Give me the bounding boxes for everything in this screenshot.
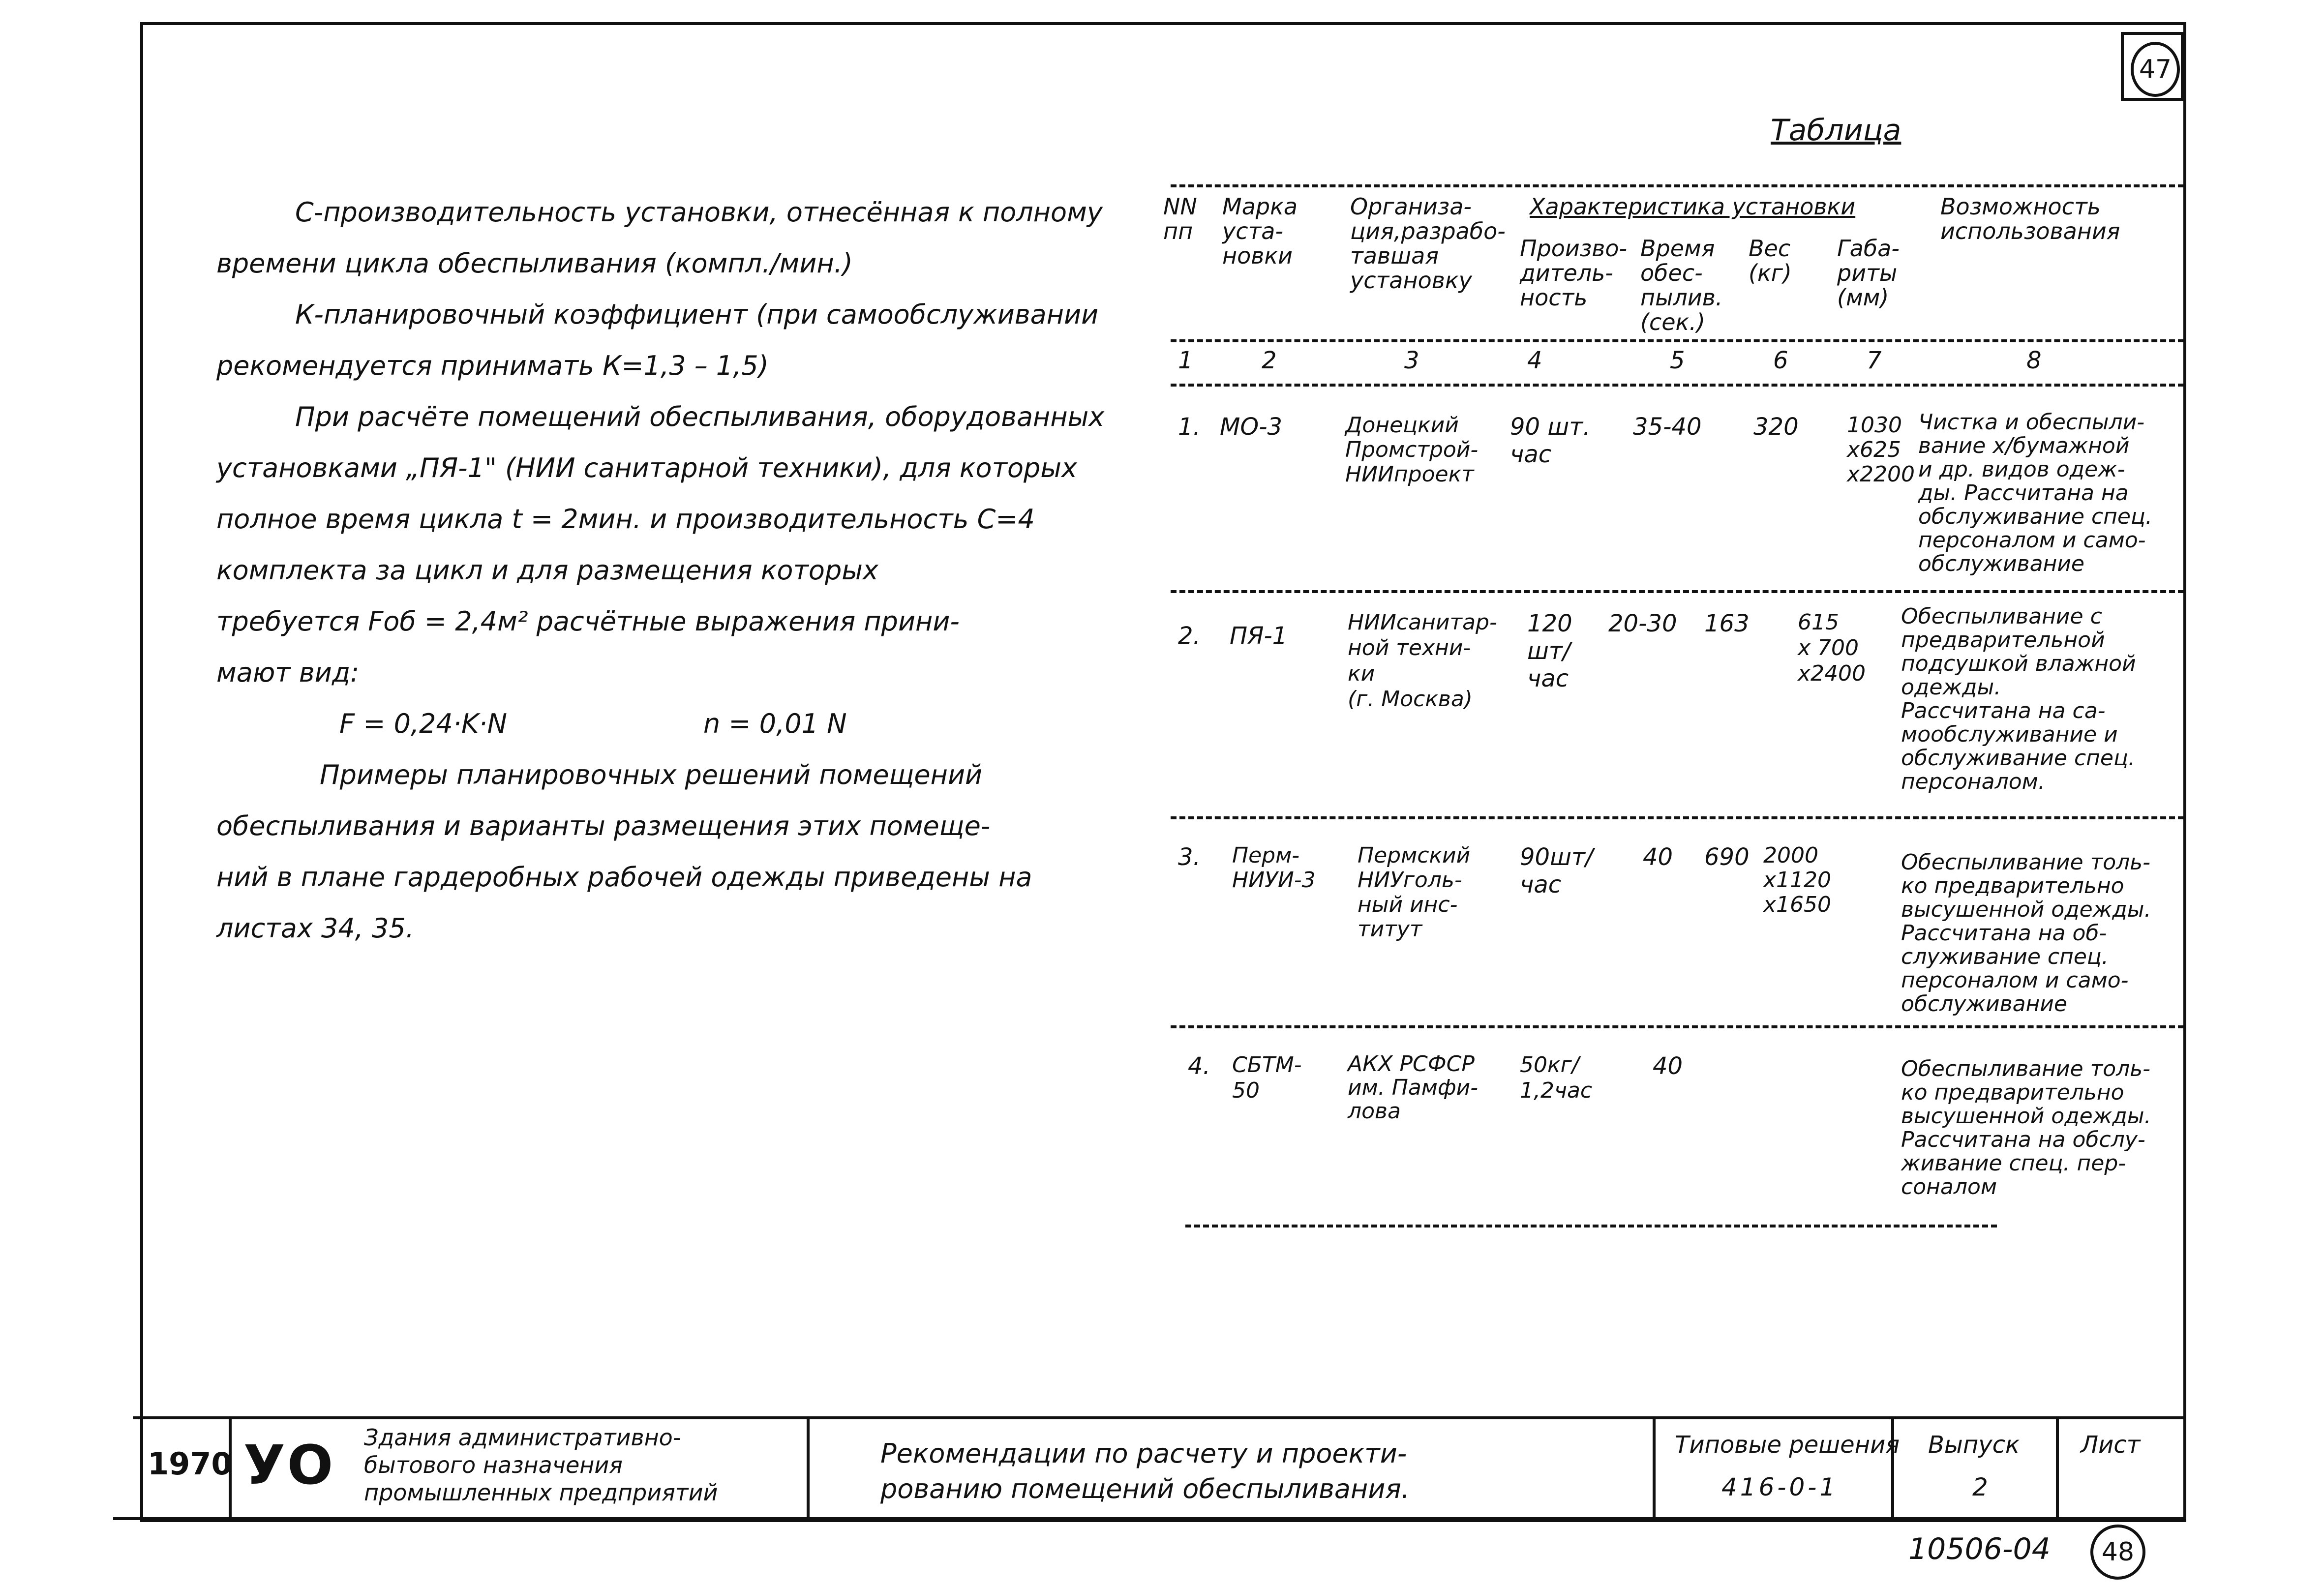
stamp-divider [2056,1416,2059,1520]
stamp-series-label: Типовые решения [1675,1431,1900,1459]
row-usage: Чистка и обеспыли- вание х/бумажной и др. видов одеж- ды. Рассчитана на обслуживание спец. персоналом и само- обслуживание [1918,410,2152,576]
header-time: Время обес- пылив. (сек.) [1640,235,1723,335]
table-title: Таблица [1771,113,1901,148]
header-dims: Габа- риты (мм) [1837,235,1900,311]
paragraph-line: комплекта за цикл и для размещения которых [216,555,878,586]
row-num: 4. [1188,1052,1210,1080]
table-rule [1185,1225,1997,1227]
bottom-sheet-number: 48 [2101,1537,2135,1567]
stamp-border-top [133,1416,2186,1419]
row-num: 2. [1178,622,1201,650]
bottom-code: 10506-04 [1908,1532,2051,1566]
row-org: Пермский НИУголь- ный инс- титут [1358,843,1471,942]
formula-line [216,698,1131,749]
stamp-logo: УО [243,1434,335,1496]
header-weight: Вес (кг) [1749,235,1792,286]
paragraph-line: Примеры планировочных решений помещений [320,759,983,790]
row-num: 3. [1178,843,1201,871]
row-perf: 120 шт/ час [1527,610,1572,692]
row-perf: 90 шт. час [1510,413,1591,468]
stamp-divider [807,1416,810,1520]
row-dims: 2000 х1120 х1650 [1763,843,1832,917]
body-text [216,187,1131,954]
row-brand: ПЯ-1 [1230,622,1288,650]
header-usage: Возможность использования [1940,193,2120,244]
header-org: Организа- ция,разрабо- тавшая установку [1350,193,1506,294]
paragraph-line: С-производительность установки, отнесённая к полному [295,197,1103,228]
header-num: NN пп [1163,193,1197,244]
row-weight: 690 [1704,843,1750,871]
row-dims: 1030 х625 х2200 [1847,413,1915,487]
stamp-org-title: Здания административно- бытового назначения промышленных предприятий [364,1424,718,1506]
row-time: 40 [1643,843,1673,871]
row-brand: Перм- НИУИ-3 [1232,843,1316,893]
col-number: 8 [2026,347,2042,374]
row-time: 20-30 [1608,610,1677,637]
row-org: АКХ РСФСР им. Памфи- лова [1348,1051,1479,1124]
row-brand: МО-3 [1220,413,1283,441]
stamp-divider [1653,1416,1656,1520]
row-weight: 320 [1753,413,1799,441]
table-rule [1171,816,2184,819]
col-number: 1 [1178,347,1193,374]
paragraph-line: мают вид: [216,657,360,688]
paragraph-line: требуется Fоб = 2,4м² расчётные выражения прини- [216,606,960,637]
stamp-sheet-label: Лист [2081,1431,2141,1459]
formula-n: n = 0,01 N [703,708,847,739]
header-brand: Марка уста- новки [1222,193,1298,269]
paragraph-line: рекомендуется принимать К=1,3 – 1,5) [216,350,769,381]
row-org: НИИсанитар- ной техни- ки (г. Москва) [1348,610,1497,712]
paragraph-line: К-планировочный коэффициент (при самообслуживании [295,299,1099,330]
col-number: 7 [1867,347,1882,374]
table-rule [1171,384,2184,387]
bottom-sheet-circle [2090,1525,2145,1580]
header-perf: Произво- дитель- ность [1520,235,1628,311]
row-usage: Обеспыливание толь- ко предварительно высушенной одежды. Рассчитана на об- служивание спец. персоналом и само- обслуживание [1901,850,2151,1017]
formula-f: F = 0,24·K·N [339,708,508,739]
row-usage: Обеспыливание толь- ко предварительно высушенной одежды. Рассчитана на обслу- живание спец. пер- соналом [1901,1056,2151,1199]
row-perf: 90шт/ час [1520,843,1594,898]
row-brand: СБТМ- 50 [1232,1052,1302,1103]
paragraph-line: листах 34, 35. [216,913,414,944]
col-number: 3 [1404,347,1419,374]
paragraph-line: времени цикла обеспыливания (компл./мин.) [216,248,853,279]
row-time: 35-40 [1633,413,1702,441]
row-weight: 163 [1704,610,1750,637]
table-rule [1171,1025,2184,1028]
row-time: 40 [1653,1052,1683,1080]
stamp-border-bottom [113,1517,2186,1520]
col-number: 5 [1670,347,1685,374]
stamp-doc-title: Рекомендации по расчету и проекти- рованию помещений обеспыливания. [880,1438,1410,1504]
paragraph-line: При расчёте помещений обеспыливания, оборудованных [295,401,1105,432]
sheet-number-circle [2131,42,2180,97]
col-number: 6 [1773,347,1788,374]
col-number: 2 [1262,347,1277,374]
sheet-number-top: 47 [2139,55,2172,84]
table-rule [1171,339,2184,342]
paragraph-line: полное время цикла t = 2мин. и производительность С=4 [216,504,1035,535]
row-perf: 50кг/ 1,2час [1520,1052,1593,1103]
row-org: Донецкий Промстрой- НИИпроект [1345,413,1479,487]
stamp-series-value: 416-0-1 [1721,1473,1839,1501]
stamp-issue-value: 2 [1972,1473,1988,1501]
title-block [133,1416,2186,1522]
stamp-issue-label: Выпуск [1928,1431,2020,1459]
header-group: Характеристика установки [1530,193,1856,220]
table-rule [1171,590,2184,593]
row-dims: 615 х 700 х2400 [1798,610,1866,686]
row-usage: Обеспыливание с предварительной подсушкой влажной одежды. Рассчитана на са- мообслуживание и обслуживание спец. персоналом. [1901,604,2136,794]
sheet-number-box [2121,32,2184,101]
paragraph-line: обеспыливания и варианты размещения этих помеще- [216,810,991,841]
stamp-year: 1970 [148,1446,233,1482]
paragraph-line: ний в плане гардеробных рабочей одежды приведены на [216,862,1032,893]
col-number: 4 [1527,347,1542,374]
table-rule [1171,184,2184,187]
row-num: 1. [1178,413,1201,441]
paragraph-line: установками „ПЯ-1" (НИИ санитарной техники), для которых [216,452,1077,483]
